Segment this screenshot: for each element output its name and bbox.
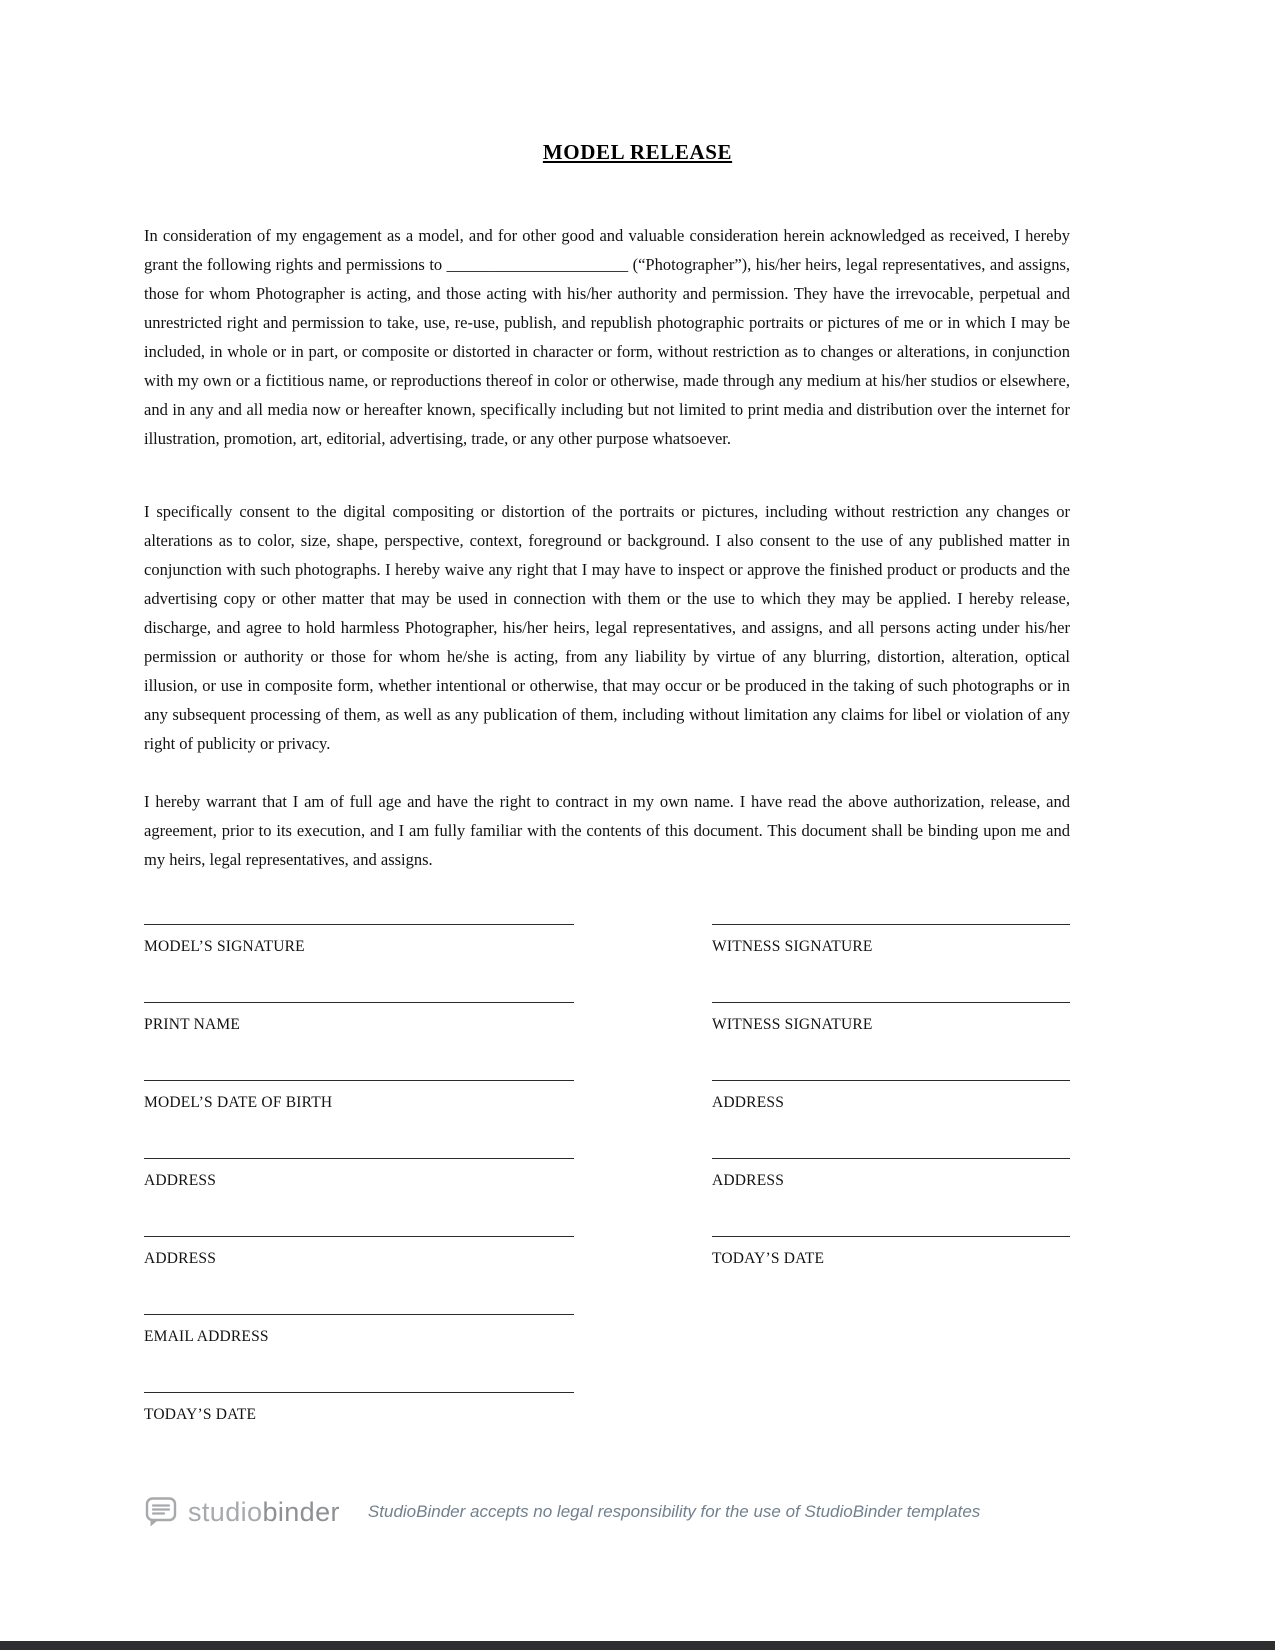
body-text	[144, 221, 1070, 874]
signature-column-left	[144, 924, 574, 1470]
signature-line	[144, 1392, 574, 1393]
field-witness-address-2	[712, 1158, 1070, 1190]
field-address-1	[144, 1158, 574, 1190]
paragraph-consent-release: I specifically consent to the digital compositing or distortion of the portraits or pictures, including without restriction any changes or alterations as to color, size, shape, perspective, context, foreground or background. I also consent to the use of any published matter in conjunction with such photographs. I hereby waive any right that I may have to inspect or approve the finished product or products and the advertising copy or other matter that may be used in connection with them or the use to which they may be applied. I hereby release, discharge, and agree to hold harmless Photographer, his/her heirs, legal representatives, and assigns, and all persons acting under his/her permission or authority or those for whom he/she is acting, from any liability by virtue of any blurring, distortion, alteration, optical illusion, or use in composite form, whether intentional or otherwise, that may occur or be produced in the taking of such photographs or in any subsequent processing of them, as well as any publication of them, including without limitation any claims for libel or violation of any right of publicity or privacy.	[144, 502, 1070, 753]
paragraph-grant-of-rights: In consideration of my engagement as a model, and for other good and valuable consideration herein acknowledged as received, I hereby grant the following rights and permissions to ______________________ (“Photographer”), his/her heirs, legal representatives, and assigns, those for whom Photographer is acting, and those acting with his/her authority and permission. They have the irrevocable, perpetual and unrestricted right and permission to take, use, re-use, publish, and republish photographic portraits or pictures of me or in which I may be included, in whole or in part, or composite or distorted in character or form, without restriction as to changes or alterations, in conjunction with my own or a fictitious name, or reproductions thereof in color or otherwise, made through any medium at his/her studios or elsewhere, and in any and all media now or hereafter known, specifically including but not limited to print media and distribution over the internet for illustration, promotion, art, editorial, advertising, trade, or any other purpose whatsoever.	[144, 226, 1070, 448]
document-content	[144, 221, 1070, 1470]
signature-line	[712, 924, 1070, 925]
field-print-name	[144, 1002, 574, 1034]
field-label: ADDRESS	[712, 1094, 785, 1111]
field-models-signature	[144, 924, 574, 956]
field-witness-address-1	[712, 1080, 1070, 1112]
signature-area	[144, 924, 1070, 1470]
field-todays-date-witness	[712, 1236, 1070, 1268]
signature-line	[712, 1236, 1070, 1237]
signature-line	[144, 1002, 574, 1003]
field-witness-signature-2	[712, 1002, 1070, 1034]
wordmark-studio: studio	[188, 1497, 263, 1527]
field-label: ADDRESS	[712, 1172, 785, 1189]
field-todays-date-model	[144, 1392, 574, 1424]
signature-line	[144, 1158, 574, 1159]
field-label: WITNESS SIGNATURE	[712, 1016, 873, 1033]
field-label: EMAIL ADDRESS	[144, 1328, 269, 1345]
field-label: ADDRESS	[144, 1172, 217, 1189]
page-bottom-edge	[0, 1641, 1275, 1650]
page-title: MODEL RELEASE	[542, 140, 733, 164]
signature-line	[144, 1236, 574, 1237]
field-label: MODEL’S DATE OF BIRTH	[144, 1094, 333, 1111]
studiobinder-logo-icon	[144, 1494, 178, 1530]
signature-column-right	[712, 924, 1070, 1470]
footer	[144, 1494, 980, 1530]
field-label: TODAY’S DATE	[144, 1406, 257, 1423]
field-label: PRINT NAME	[144, 1016, 241, 1033]
signature-line	[144, 1314, 574, 1315]
signature-line	[712, 1080, 1070, 1081]
paragraph-warranty: I hereby warrant that I am of full age and have the right to contract in my own name. I have read the above authorization, release, and agreement, prior to its execution, and I am fully familiar with the contents of this document. This document shall be binding upon me and my heirs, legal representatives, and assigns.	[144, 792, 1070, 869]
footer-disclaimer: StudioBinder accepts no legal responsibility for the use of StudioBinder templates	[367, 1502, 981, 1521]
signature-line	[144, 924, 574, 925]
field-label: ADDRESS	[144, 1250, 217, 1267]
signature-line	[712, 1158, 1070, 1159]
signature-line	[712, 1002, 1070, 1003]
wordmark-binder: binder	[262, 1497, 340, 1527]
signature-line	[144, 1080, 574, 1081]
field-label: MODEL’S SIGNATURE	[144, 938, 305, 955]
field-label: WITNESS SIGNATURE	[712, 938, 873, 955]
field-email-address	[144, 1314, 574, 1346]
field-models-date-of-birth	[144, 1080, 574, 1112]
studiobinder-wordmark	[188, 1495, 340, 1529]
field-witness-signature-1	[712, 924, 1070, 956]
field-label: TODAY’S DATE	[712, 1250, 825, 1267]
field-address-2	[144, 1236, 574, 1268]
